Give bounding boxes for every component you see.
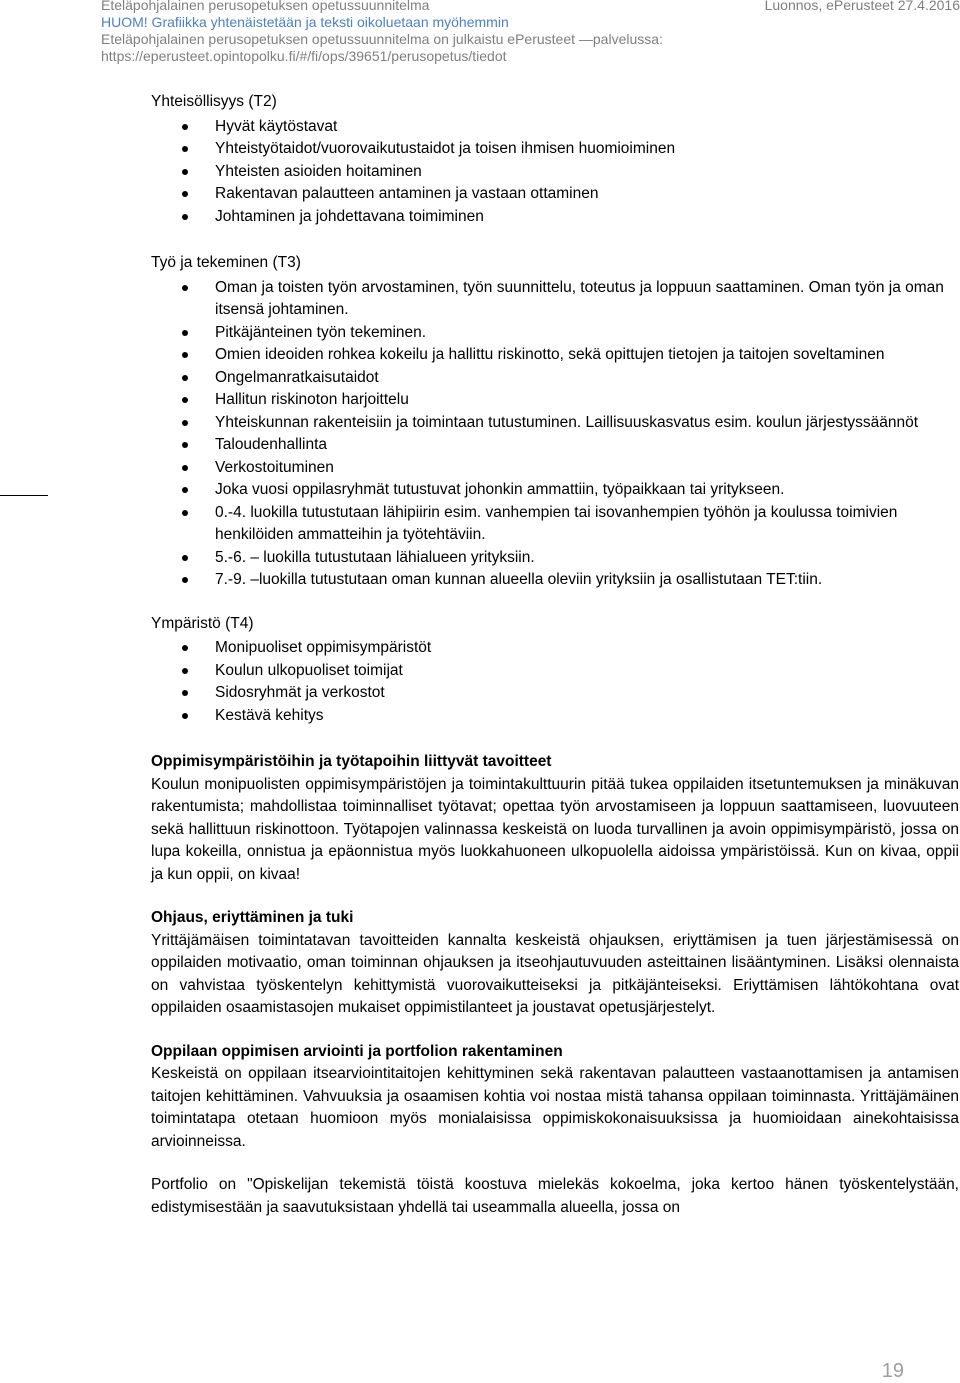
list-item: Taloudenhallinta xyxy=(151,434,959,457)
header-document-title: Eteläpohjalainen perusopetuksen opetussuunnitelma xyxy=(101,0,430,13)
list-item: Koulun ulkopuoliset toimijat xyxy=(151,660,959,683)
list-item: Yhteisten asioiden hoitaminen xyxy=(151,161,959,184)
paragraph-portfolio: Portfolio on "Opiskelijan tekemistä töistä koostuva mielekäs kokoelma, joka kertoo hänen työskentelystään, edistymisestään ja saavutuksistaan yhdellä tai useammalla alueella, jossa on xyxy=(151,1176,959,1216)
list-item: Rakentavan palautteen antaminen ja vastaan ottaminen xyxy=(151,183,959,206)
list-item: Monipuoliset oppimisympäristöt xyxy=(151,637,959,660)
list-item: Omien ideoiden rohkea kokeilu ja hallittu riskinotto, sekä opittujen tietojen ja taitojen soveltaminen xyxy=(151,344,959,367)
heading-guidance-support: Ohjaus, eriyttäminen ja tuki xyxy=(151,909,354,926)
page-number: 19 xyxy=(881,1360,904,1382)
section-title-t4: Ympäristö (T4) xyxy=(151,614,254,632)
heading-learning-environments: Oppimisympäristöihin ja työtapoihin liittyvät tavoitteet xyxy=(151,753,552,770)
list-item: Ongelmanratkaisutaidot xyxy=(151,367,959,390)
list-item: Yhteiskunnan rakenteisiin ja toimintaan tutustuminen. Laillisuuskasvatus esim. koulun järjestyssäännöt xyxy=(151,412,959,435)
list-item: 7.-9. –luokilla tutustutaan oman kunnan alueella oleviin yrityksiin ja osallistutaan TET:tiin. xyxy=(151,569,959,592)
paragraph-guidance-support: Yrittäjämäisen toimintatavan tavoitteiden kannalta keskeistä ohjauksen, eriyttämisen ja tuen järjestämisessä on oppilaiden motivaatio, oman toiminnan ohjauksen ja itseohjautuvuuden asteittainen lisääntyminen. Lisäksi olennaista on vahvistaa työskentelyn kehittymistä vuorovaikutteiseksi ja pitkäjänteiseksi. Eriyttämisen lähtökohtana ovat oppilaiden osaamistasojen mukaiset oppimistilanteet ja joustavat opetusjärjestelyt. xyxy=(151,931,959,1016)
bullet-list-t3 xyxy=(151,277,959,592)
list-item: Kestävä kehitys xyxy=(151,705,959,728)
paragraph-assessment-portfolio: Keskeistä on oppilaan itsearviointitaitojen kehittyminen sekä rakentavan palautteen vastaanottamisen ja antamisen taitojen kehittäminen. Vahvuuksia ja osaamisen kohtia voi nostaa mistä tahansa oppilaan toiminnasta. Yrittäjämäinen toimintatapa otetaan huomioon myös monialaisissa oppimiskokonaisuuksissa ja huomioidaan ainekohtaisissa arvioinneissa. xyxy=(151,1065,959,1150)
list-item: Hyvät käytöstavat xyxy=(151,116,959,139)
list-item: Yhteistyötaidot/vuorovaikutustaidot ja toisen ihmisen huomioiminen xyxy=(151,138,959,161)
section-t2 xyxy=(151,91,959,228)
section-title-t2: Yhteisöllisyys (T2) xyxy=(151,93,277,110)
list-item: Sidosryhmät ja verkostot xyxy=(151,682,959,705)
block-guidance-support xyxy=(151,907,959,1020)
heading-assessment-portfolio: Oppilaan oppimisen arviointi ja portfolion rakentaminen xyxy=(151,1042,563,1060)
block-learning-environments xyxy=(151,751,959,886)
page-content xyxy=(151,91,959,1219)
list-item: Oman ja toisten työn arvostaminen, työn suunnittelu, toteutus ja loppuun saattaminen. Oman työn ja oman itsensä johtaminen. xyxy=(151,277,959,322)
list-item: Johtaminen ja johdettavana toimiminen xyxy=(151,206,959,229)
list-item: 5.-6. – luokilla tutustutaan lähialueen yrityksiin. xyxy=(151,547,959,570)
margin-mark xyxy=(0,495,48,496)
block-assessment-portfolio xyxy=(151,1041,959,1154)
list-item: Pitkäjänteinen työn tekeminen. xyxy=(151,322,959,345)
header-publication-note: Eteläpohjalainen perusopetuksen opetussuunnitelma on julkaistu ePerusteet —palvelussa: xyxy=(101,31,663,47)
list-item: Hallitun riskinoton harjoittelu xyxy=(151,389,959,412)
list-item: Joka vuosi oppilasryhmät tutustuvat johonkin ammattiin, työpaikkaan tai yritykseen. xyxy=(151,479,959,502)
header-notice: HUOM! Grafiikka yhtenäistetään ja teksti oikoluetaan myöhemmin xyxy=(101,14,509,30)
list-item: Verkostoituminen xyxy=(151,457,959,480)
header-draft-date: Luonnos, ePerusteet 27.4.2016 xyxy=(764,0,960,13)
list-item: 0.-4. luokilla tutustutaan lähipiirin esim. vanhempien tai isovanhempien työhön ja koulussa toimivien henkilöiden ammatteihin ja työtehtäviin. xyxy=(151,502,959,547)
section-title-t3: Työ ja tekeminen (T3) xyxy=(151,254,301,271)
header-url-link[interactable]: https://eperusteet.opintopolku.fi/#/fi/ops/39651/perusopetus/tiedot xyxy=(101,48,507,64)
section-t4 xyxy=(151,613,959,728)
page-header xyxy=(101,0,960,63)
bullet-list-t4 xyxy=(151,637,959,727)
paragraph-learning-environments: Koulun monipuolisten oppimisympäristöjen ja toimintakulttuurin pitää tukea oppilaiden itsetuntemuksen ja minäkuvan rakentumista; mahdollistaa toiminnalliset työtavat; opettaa työn arvostamiseen ja loppuun saattamiseen, luovuuteen sekä hallittuun riskinottoon. Työtapojen valinnassa keskeistä on luoda turvallinen ja avoin oppimisympäristö, jossa on lupa kokeilla, onnistua ja epäonnistua myös luokkahuoneen ulkopuolella aidoissa ympäristöissä. Kun on kivaa, oppii ja kun oppii, on kivaa! xyxy=(151,775,959,883)
bullet-list-t2 xyxy=(151,116,959,229)
section-t3 xyxy=(151,252,959,592)
